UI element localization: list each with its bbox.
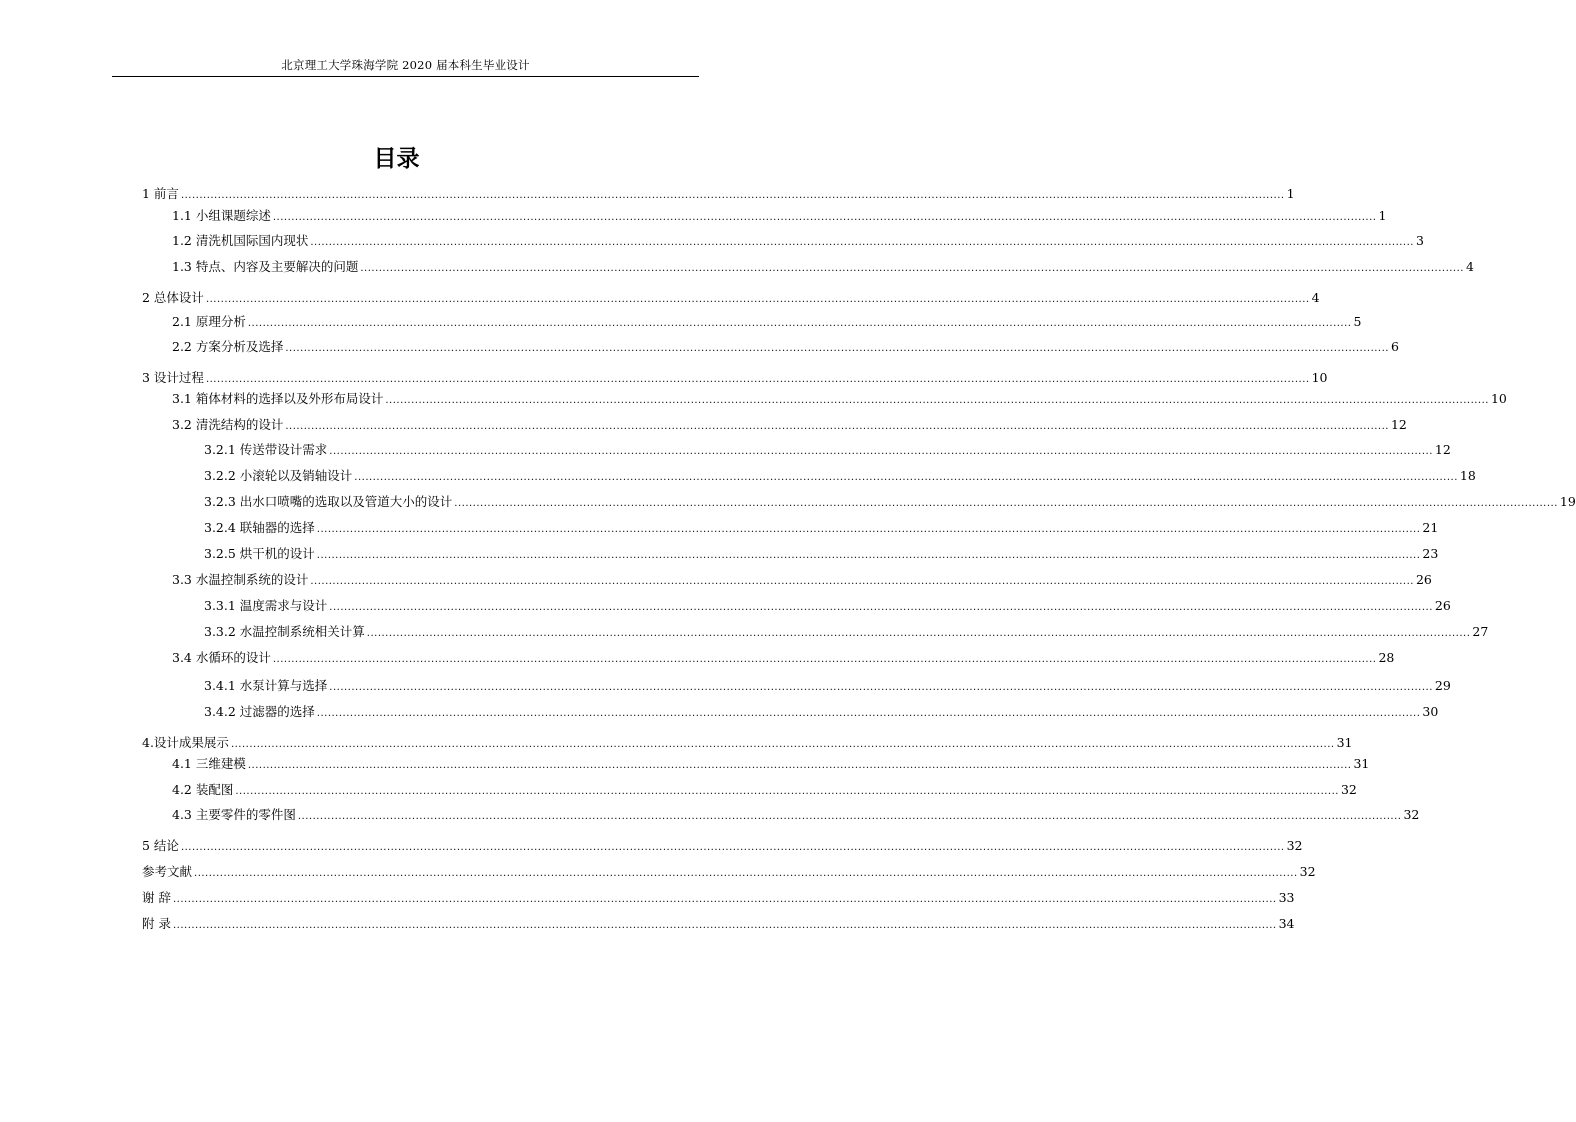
toc-entry-label: 4.2 装配图 [172, 782, 234, 797]
toc-entry-page: 12 [1390, 417, 1407, 432]
toc-entry-page: 26 [1434, 598, 1451, 613]
toc-entry-label: 3.2 清洗结构的设计 [172, 417, 284, 432]
toc-entry-label: 3.2.2 小滚轮以及销轴设计 [204, 468, 353, 483]
toc-leader-dots: ............................................................................................................................................................................................................................................................................................................ [172, 894, 1277, 905]
toc-entry[interactable] [172, 313, 1362, 331]
toc-entry-page: 21 [1422, 520, 1439, 535]
toc-entry-label: 1.1 小组课题综述 [172, 208, 271, 223]
toc-entry[interactable] [142, 837, 1303, 855]
toc-entry[interactable] [142, 289, 1320, 307]
toc-leader-dots: ............................................................................................................................................................................................................................................................................................................ [329, 446, 1433, 457]
toc-entry[interactable] [204, 703, 1439, 721]
toc-leader-dots: ............................................................................................................................................................................................................................................................................................................ [205, 294, 1310, 305]
toc-leader-dots: ............................................................................................................................................................................................................................................................................................................ [285, 421, 1389, 432]
toc-entry[interactable] [142, 863, 1316, 881]
toc-entry-label: 4.1 三维建模 [172, 756, 246, 771]
toc-entry[interactable] [172, 338, 1399, 356]
toc-entry-page: 30 [1422, 704, 1439, 719]
toc-entry-label: 3.4 水循环的设计 [172, 650, 271, 665]
toc-leader-dots: ............................................................................................................................................................................................................................................................................................................ [297, 811, 1402, 822]
toc-entry[interactable] [142, 889, 1295, 907]
toc-entry-label: 2.2 方案分析及选择 [172, 339, 284, 354]
toc-entry-label: 附 录 [142, 916, 171, 931]
toc-entry[interactable] [172, 258, 1474, 276]
toc-entry-page: 18 [1459, 468, 1476, 483]
toc-leader-dots: ............................................................................................................................................................................................................................................................................................................ [360, 263, 1464, 274]
toc-entry-page: 33 [1278, 890, 1295, 905]
toc-entry-label: 3.1 箱体材料的选择以及外形布局设计 [172, 391, 384, 406]
toc-leader-dots: ............................................................................................................................................................................................................................................................................................................ [172, 920, 1277, 931]
toc-entry-page: 31 [1336, 735, 1353, 750]
toc-entry-label: 3.2.1 传送带设计需求 [204, 442, 328, 457]
toc-entry-label: 3.3.2 水温控制系统相关计算 [204, 624, 365, 639]
toc-entry-page: 29 [1434, 678, 1451, 693]
toc-entry-page: 4 [1311, 290, 1320, 305]
toc-entry-page: 3 [1415, 233, 1424, 248]
toc-entry[interactable] [172, 649, 1395, 667]
toc-entry-label: 4.设计成果展示 [142, 735, 229, 750]
toc-entry-label: 3.3 水温控制系统的设计 [172, 572, 309, 587]
toc-entry[interactable] [172, 755, 1370, 773]
toc-entry-label: 参考文献 [142, 864, 193, 879]
toc-entry[interactable] [172, 390, 1507, 408]
toc-leader-dots: ............................................................................................................................................................................................................................................................................................................ [385, 395, 1489, 406]
toc-entry[interactable] [172, 207, 1387, 225]
toc-entry[interactable] [204, 441, 1451, 459]
page-header: 北京理工大学珠海学院 2020 届本科生毕业设计 [281, 58, 530, 72]
toc-entry-page: 23 [1422, 546, 1439, 561]
toc-entry-label: 5 结论 [142, 838, 179, 853]
toc-entry-label: 3.2.5 烘干机的设计 [204, 546, 315, 561]
toc-entry-label: 3 设计过程 [142, 370, 204, 385]
toc-entry-page: 28 [1378, 650, 1395, 665]
toc-entry-page: 34 [1278, 916, 1295, 931]
toc-leader-dots: ............................................................................................................................................................................................................................................................................................................ [329, 682, 1433, 693]
page-title: 目录 [373, 146, 420, 172]
toc-entry[interactable] [142, 734, 1353, 752]
toc-entry-page: 31 [1353, 756, 1370, 771]
toc-entry[interactable] [172, 806, 1420, 824]
toc-entry-label: 3.4.1 水泵计算与选择 [204, 678, 328, 693]
toc-entry-label: 4.3 主要零件的零件图 [172, 807, 296, 822]
toc-entry[interactable] [204, 597, 1451, 615]
toc-entry-label: 3.3.1 温度需求与设计 [204, 598, 328, 613]
toc-entry[interactable] [142, 369, 1328, 387]
toc-entry[interactable] [172, 781, 1357, 799]
toc-leader-dots: ............................................................................................................................................................................................................................................................................................................ [329, 602, 1433, 613]
toc-entry-page: 32 [1286, 838, 1303, 853]
toc-entry-label: 1 前言 [142, 186, 179, 201]
toc-leader-dots: ............................................................................................................................................................................................................................................................................................................ [310, 576, 1414, 587]
toc-entry[interactable] [142, 185, 1295, 203]
toc-entry-page: 26 [1415, 572, 1432, 587]
toc-leader-dots: ............................................................................................................................................................................................................................................................................................................ [247, 760, 1352, 771]
toc-entry[interactable] [172, 232, 1424, 250]
toc-leader-dots: ............................................................................................................................................................................................................................................................................................................ [272, 212, 1377, 223]
toc-entry-page: 32 [1340, 782, 1357, 797]
toc-entry-page: 10 [1490, 391, 1507, 406]
toc-leader-dots: ............................................................................................................................................................................................................................................................................................................ [180, 190, 1285, 201]
toc-leader-dots: ............................................................................................................................................................................................................................................................................................................ [316, 708, 1421, 719]
toc-entry[interactable] [204, 545, 1439, 563]
toc-entry-label: 谢 辞 [142, 890, 171, 905]
toc-leader-dots: ............................................................................................................................................................................................................................................................................................................ [316, 524, 1421, 535]
toc-leader-dots: ............................................................................................................................................................................................................................................................................................................ [205, 374, 1310, 385]
toc-entry-page: 1 [1378, 208, 1387, 223]
toc-entry[interactable] [204, 467, 1476, 485]
toc-entry-label: 2 总体设计 [142, 290, 204, 305]
toc-entry[interactable] [204, 677, 1451, 695]
toc-entry-page: 4 [1465, 259, 1474, 274]
toc-entry[interactable] [204, 623, 1489, 641]
toc-leader-dots: ............................................................................................................................................................................................................................................................................................................ [180, 842, 1285, 853]
toc-leader-dots: ............................................................................................................................................................................................................................................................................................................ [310, 237, 1414, 248]
toc-entry[interactable] [172, 416, 1407, 434]
toc-entry[interactable] [204, 493, 1576, 511]
toc-entry-page: 27 [1472, 624, 1489, 639]
toc-leader-dots: ............................................................................................................................................................................................................................................................................................................ [354, 472, 1458, 483]
toc-entry-label: 1.2 清洗机国际国内现状 [172, 233, 309, 248]
toc-leader-dots: ............................................................................................................................................................................................................................................................................................................ [272, 654, 1377, 665]
toc-leader-dots: ............................................................................................................................................................................................................................................................................................................ [366, 628, 1471, 639]
toc-leader-dots: ............................................................................................................................................................................................................................................................................................................ [235, 786, 1339, 797]
toc-leader-dots: ............................................................................................................................................................................................................................................................................................................ [194, 868, 1298, 879]
toc-entry-label: 3.2.4 联轴器的选择 [204, 520, 315, 535]
toc-entry-page: 5 [1353, 314, 1362, 329]
toc-leader-dots: ............................................................................................................................................................................................................................................................................................................ [285, 343, 1389, 354]
toc-entry-page: 19 [1559, 494, 1576, 509]
toc-entry-label: 2.1 原理分析 [172, 314, 246, 329]
toc-entry-label: 1.3 特点、内容及主要解决的问题 [172, 259, 359, 274]
toc-leader-dots: ............................................................................................................................................................................................................................................................................................................ [230, 739, 1335, 750]
toc-entry-label: 3.4.2 过滤器的选择 [204, 704, 315, 719]
toc-entry-page: 12 [1434, 442, 1451, 457]
toc-entry-page: 6 [1390, 339, 1399, 354]
toc-entry[interactable] [204, 519, 1439, 537]
toc-entry-page: 1 [1286, 186, 1295, 201]
toc-entry-label: 3.2.3 出水口喷嘴的选取以及管道大小的设计 [204, 494, 453, 509]
toc-entry-page: 10 [1311, 370, 1328, 385]
toc-leader-dots: ............................................................................................................................................................................................................................................................................................................ [247, 318, 1352, 329]
toc-leader-dots: ............................................................................................................................................................................................................................................................................................................ [316, 550, 1421, 561]
toc-entry[interactable] [172, 571, 1432, 589]
toc-entry-page: 32 [1299, 864, 1316, 879]
toc-entry[interactable] [142, 915, 1295, 933]
toc-entry-page: 32 [1403, 807, 1420, 822]
toc-leader-dots: ............................................................................................................................................................................................................................................................................................................ [454, 498, 1558, 509]
